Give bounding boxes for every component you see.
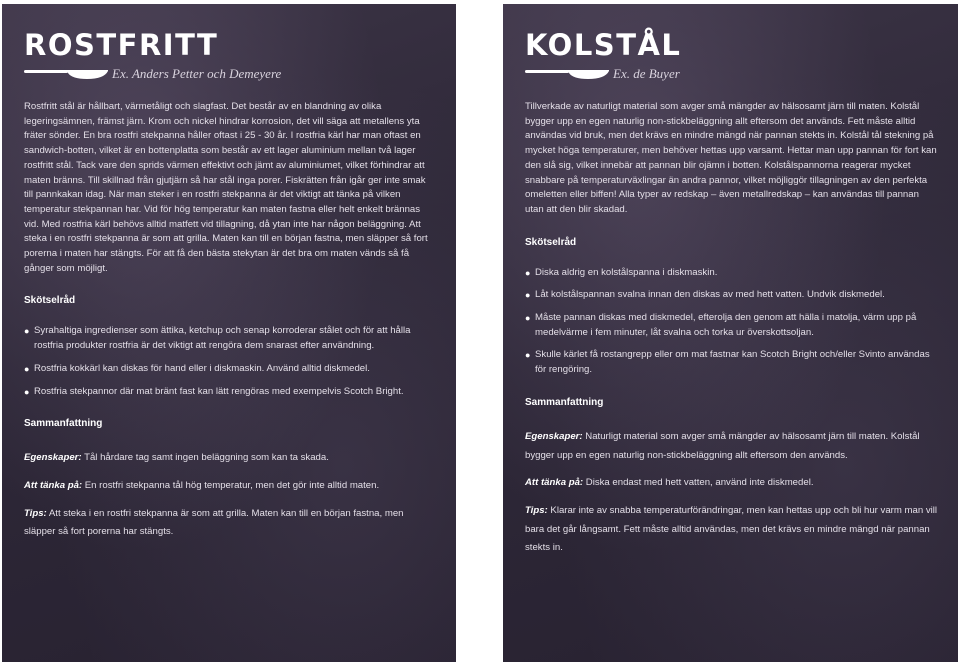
list-item xyxy=(24,385,436,400)
page-title: ROSTFRITT xyxy=(24,28,219,62)
list-item-text: Skulle kärlet få rostangrepp eller om mat fastnar kan Scotch Bright och/eller Svinto användas för rengöring. xyxy=(535,349,930,376)
summary-text: Naturligt material som avger små mängder av hälsosamt järn till maten. Kolstål bygger upp en egen naturlig non-stickbeläggning allt eftersom den används. xyxy=(525,430,920,461)
summary-text: Tål hårdare tag samt ingen beläggning som kan ta skada. xyxy=(81,452,329,464)
list-item-text: Rostfria stekpannor där mat bränt fast kan lätt rengöras med exempelvis Scotch Bright. xyxy=(34,385,404,397)
care-list xyxy=(24,324,436,399)
frying-pan-icon xyxy=(24,68,108,80)
bullet-icon: ● xyxy=(525,350,531,361)
bullet-icon: ● xyxy=(24,363,30,374)
summary-key: Att tänka på: xyxy=(24,479,83,491)
bullet-icon: ● xyxy=(24,386,30,397)
summary-key: Egenskaper: xyxy=(24,452,82,464)
bullet-icon: ● xyxy=(525,290,531,301)
bullet-icon: ● xyxy=(525,313,531,324)
care-list xyxy=(525,266,938,378)
list-item-text: Rostfria kokkärl kan diskas för hand eller i diskmaskin. Använd alltid diskmedel. xyxy=(34,362,370,374)
list-item xyxy=(525,288,938,303)
page-title: KOLSTÅL xyxy=(525,28,682,62)
summary-key: Tips: xyxy=(525,504,548,516)
summary-text: En rostfri stekpanna tål hög temperatur, men det gör inte alltid maten. xyxy=(82,479,380,491)
list-item-text: Låt kolstålspannan svalna innan den diskas av med hett vatten. Undvik diskmedel. xyxy=(535,289,885,301)
summary-line xyxy=(525,500,938,556)
summary-list xyxy=(525,426,938,556)
summary-text: Diska endast med hett vatten, använd inte diskmedel. xyxy=(583,477,814,489)
summary-key: Egenskaper: xyxy=(525,430,583,442)
page-rostfritt xyxy=(2,4,456,662)
list-item xyxy=(24,362,436,377)
list-item xyxy=(525,348,938,377)
list-item-text: Måste pannan diskas med diskmedel, efterolja den genom att hälla i matolja, värm upp på medelvärme i fem minuter, låt svalna och torka ur överskottsoljan. xyxy=(535,312,917,338)
list-item xyxy=(24,324,436,353)
subtitle-row xyxy=(24,65,436,83)
list-item-text: Diska aldrig en kolstålspanna i diskmaskin. xyxy=(535,266,718,278)
care-heading: Skötselråd xyxy=(525,236,577,248)
summary-line xyxy=(525,426,938,463)
intro-text: Tillverkade av naturligt material som avger små mängder av hälsosamt järn till maten. Kolstål bygger upp en egen naturlig non-stickbeläggning allt eftersom det används. Fett måste alltid användas vid bruk, men det krävs en mindre mängd när pannan stekts in. Kolstål tål stekning på mycket höga temperaturer, men behöver hettas upp varsamt. Hettar man upp pannan för fort kan den slå sig, vilket innebär att pannan blir ojämn i botten. Kolstålspannorna reagerar mycket snabbare på temperaturväxlingar än andra pannor, vilket möjliggör tillagningen av den perfekta omeletten eller biffen! Alla typer av redskap – även metallredskap – kan användas till pannan utan att den blir skadad. xyxy=(525,101,937,215)
summary-heading: Sammanfattning xyxy=(24,418,103,430)
intro-text: Rostfritt stål är hållbart, värmetåligt och slagfast. Det består av en blandning av olika legeringsämnen, främst järn. Krom och nickel hindrar korrosion, det vill säga att metallens yta fräter sönder. En bra rostfri stekpanna håller oftast i 25 - 30 år. I rostfria kärl har man oftast en sandwich-botten, vilket är en bottenplatta som består av ett lager aluminium mellan två lager rostfritt stål. Tack vare den sprids värmen effektivt och jämt av aluminiumet, vilket förhindrar att maten bränns. Till skillnad från gjutjärn så har stål inga porer. Fiskrätten från igår ger inte smak till pannkakan idag. När man steker i en rostfri stekpanna är det viktigt att tänka på vilken temperatur stekpannan har. Vid för hög temperatur kan maten fastna eller helt enkelt brännas vid. Med rostfria kärl behövs alltid matfett vid tillagning, då ytan inte har någon beläggning. Att steka i en rostfri stekpanna är som att grilla. Maten kan till en början fastna, men släpper så fort porerna i maten har stängts. För att få den bästa stekytan är det bra om maten vänds så få gånger som möjligt. xyxy=(24,101,428,274)
subtitle-row xyxy=(525,65,938,83)
summary-text: Att steka i en rostfri stekpanna är som att grilla. Maten kan till en början fastna, men släpper så fort porerna har stängts. xyxy=(24,507,404,538)
page-kolstal xyxy=(503,4,958,662)
summary-line xyxy=(525,472,938,491)
summary-text: Klarar inte av snabba temperaturförändringar, men kan hettas upp och bli hur varm man vill bara det går långsamt. Fett måste alltid användas, men det krävs en mindre mängd när pannan stekts in. xyxy=(525,504,938,554)
summary-heading: Sammanfattning xyxy=(525,396,604,408)
list-item xyxy=(525,266,938,281)
summary-key: Att tänka på: xyxy=(525,477,584,489)
subtitle: Ex. Anders Petter och Demeyere xyxy=(112,66,282,81)
bullet-icon: ● xyxy=(525,267,531,278)
list-item xyxy=(525,311,938,340)
care-heading: Skötselråd xyxy=(24,295,76,307)
summary-line xyxy=(24,447,436,466)
summary-line xyxy=(24,503,436,540)
summary-key: Tips: xyxy=(24,507,47,519)
summary-line xyxy=(24,475,436,494)
bullet-icon: ● xyxy=(24,326,30,337)
list-item-text: Syrahaltiga ingredienser som ättika, ketchup och senap korroderar stålet och för att hålla rostfria produkter rostfria är det viktigt att rengöra dem snarast efter användning. xyxy=(34,325,411,352)
summary-list xyxy=(24,447,436,540)
subtitle: Ex. de Buyer xyxy=(613,66,680,81)
frying-pan-icon xyxy=(525,68,609,80)
